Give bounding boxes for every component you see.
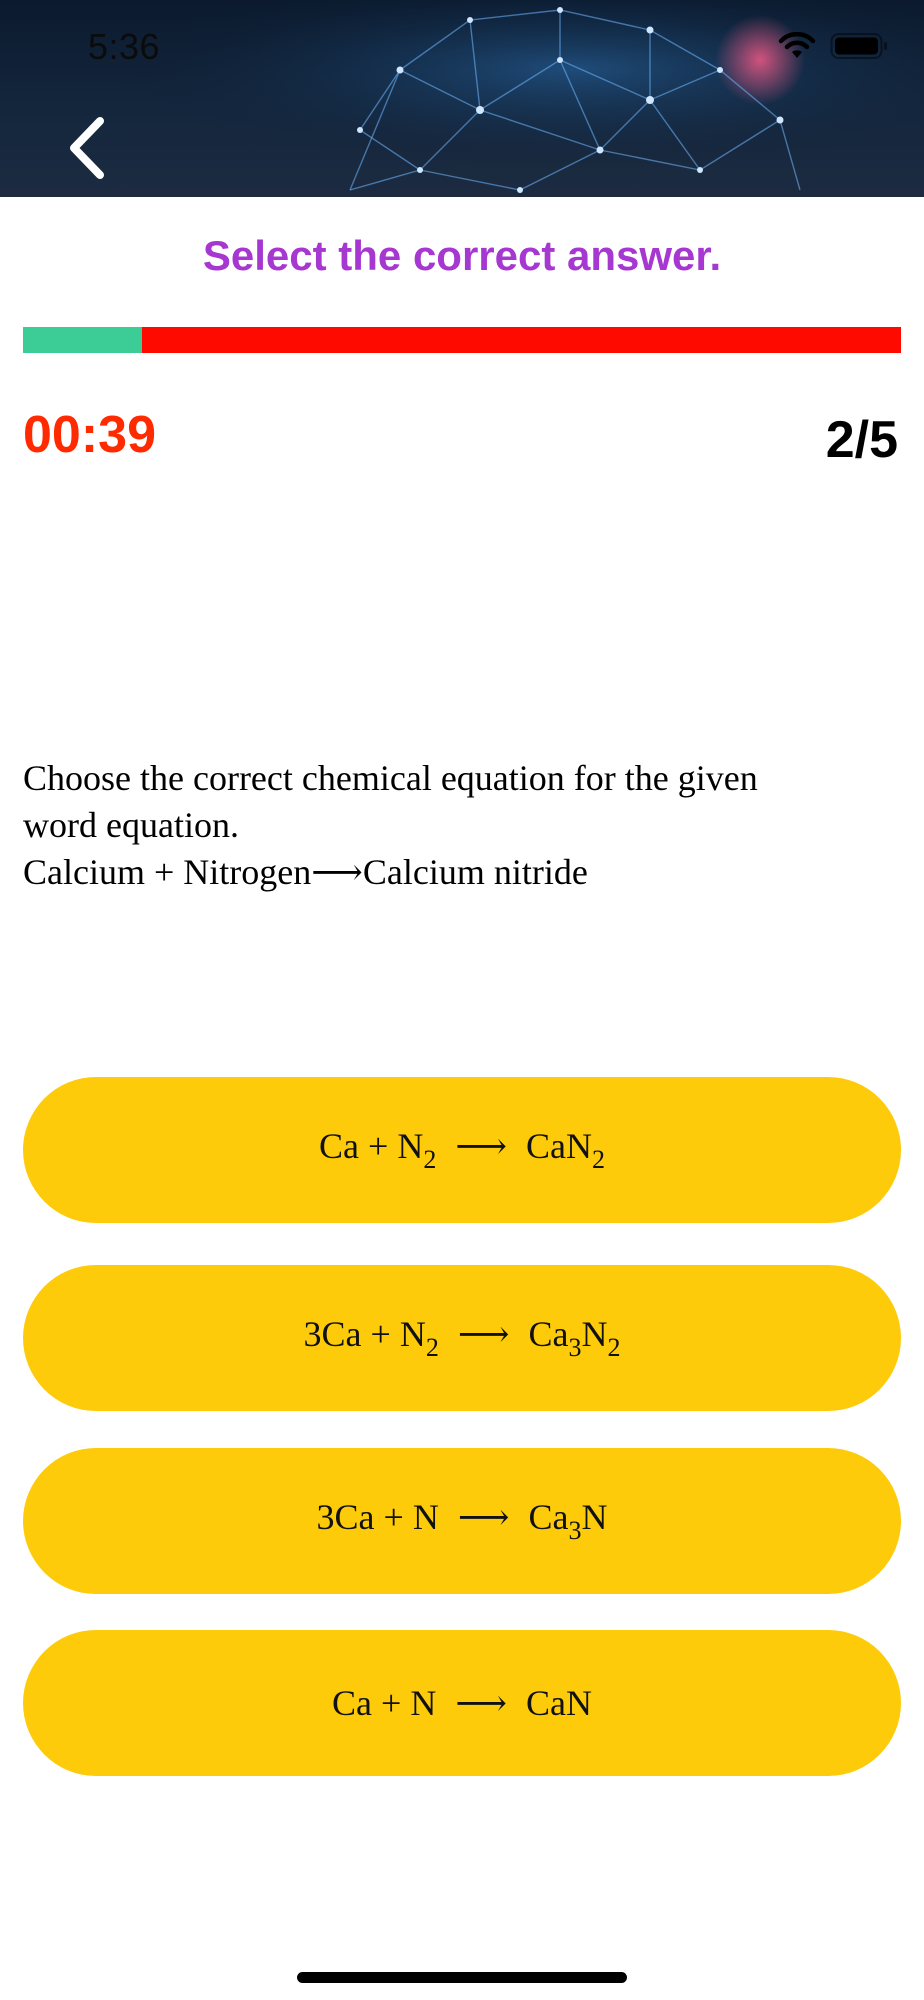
status-time: 5:36: [88, 26, 161, 67]
reaction-arrow: ⟶: [446, 1126, 516, 1166]
answer-option-2[interactable]: [23, 1265, 901, 1411]
answer-option-1[interactable]: [23, 1077, 901, 1223]
back-button[interactable]: [56, 112, 116, 184]
option-equation: [332, 1682, 592, 1724]
question-line: Calcium + Nitrogen⟶Calcium nitride: [23, 852, 588, 892]
subscript: 2: [607, 1333, 621, 1362]
question-counter: 2/5: [825, 411, 898, 469]
equation-text: Ca + N: [332, 1683, 437, 1723]
equation-text: 3Ca + N: [316, 1497, 439, 1537]
wifi-icon: [778, 32, 816, 60]
countdown-timer: 00:39: [23, 406, 156, 464]
option-equation: [319, 1125, 605, 1175]
header-banner: [0, 0, 924, 197]
progress-bar-fill: [23, 327, 142, 353]
progress-bar: [23, 327, 901, 353]
status-icons: [778, 32, 888, 60]
home-indicator[interactable]: [297, 1972, 627, 1983]
equation-text: Ca: [528, 1497, 569, 1537]
subscript: 2: [423, 1145, 437, 1174]
answer-option-4[interactable]: [23, 1630, 901, 1776]
equation-text: Ca: [528, 1314, 569, 1354]
equation-text: CaN: [525, 1126, 592, 1166]
equation-text: N: [581, 1497, 608, 1537]
equation-text: CaN: [525, 1683, 592, 1723]
question-text: [23, 755, 903, 896]
reaction-arrow: ⟶: [446, 1683, 516, 1723]
reaction-arrow: ⟶: [448, 1497, 519, 1537]
equation-text: 3Ca + N: [303, 1314, 426, 1354]
battery-icon: [830, 32, 888, 60]
reaction-arrow: ⟶: [448, 1314, 519, 1354]
question-line: Choose the correct chemical equation for the given: [23, 758, 758, 798]
subscript: 2: [591, 1145, 605, 1174]
question-line: word equation.: [23, 805, 239, 845]
equation-text: N: [581, 1314, 608, 1354]
subscript: 3: [568, 1516, 582, 1545]
subscript: 3: [568, 1333, 582, 1362]
chevron-left-icon: [66, 117, 106, 179]
answer-option-3[interactable]: [23, 1448, 901, 1594]
instruction-title: Select the correct answer.: [202, 232, 722, 279]
subscript: 2: [425, 1333, 439, 1362]
option-equation: [317, 1496, 608, 1546]
option-equation: [304, 1313, 621, 1363]
equation-text: Ca + N: [319, 1126, 424, 1166]
